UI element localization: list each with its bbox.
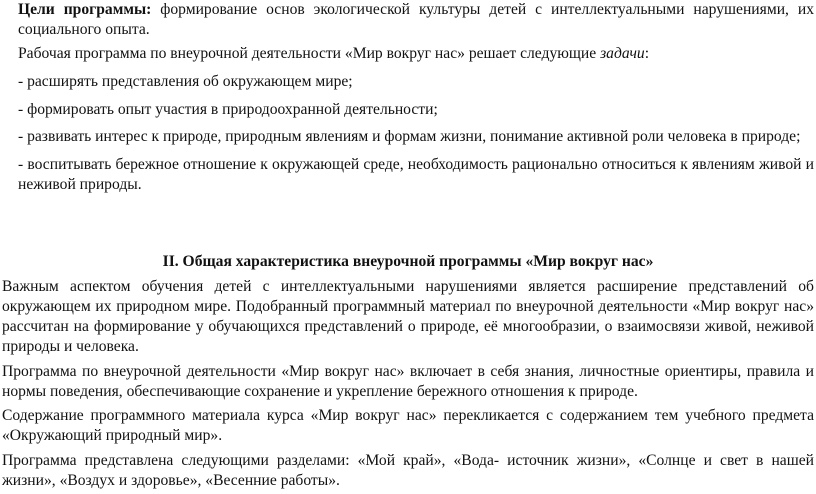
goals-text: формирование основ экологической культуры детей с интеллектуальными нарушениями, их социального опыта.: [18, 1, 814, 38]
goals-paragraph: [18, 0, 814, 40]
body-paragraph: Программа по внеурочной деятельности «Мир вокруг нас» включает в себя знания, личностные ориентиры, правила и нормы поведения, обеспечивающие сохранение и укрепление бережного отношения к природе.: [2, 363, 814, 400]
body-paragraph: Программа представлена следующими разделами: «Мой край», «Вода- источник жизни», «Солнце и свет в нашей жизни», «Воздух и здоровье», «Весенние работы».: [2, 452, 814, 489]
tasks-intro-paragraph: [18, 44, 814, 64]
goals-label: Цели программы:: [18, 1, 152, 18]
body-paragraph: Важным аспектом обучения детей с интеллектуальными нарушениями является расширение представлений об окружающем их природном мире. Подобранный программный материал по внеурочной деятельности «Мир вокруг нас» рассчитан на формирование у обучающихся представлений о природе, её многообразии, о взаимосвязи живой, неживой природы и человека.: [2, 278, 814, 355]
task-item: - формировать опыт участия в природоохранной деятельности;: [18, 101, 438, 118]
tasks-intro-emphasis: задачи: [600, 45, 645, 62]
task-item: - расширять представления об окружающем мире;: [18, 73, 353, 90]
task-item: - развивать интерес к природе, природным явлениям и формам жизни, понимание активной роли человека в природе;: [18, 128, 801, 145]
section-heading: II. Общая характеристика внеурочной программы «Мир вокруг нас»: [162, 253, 654, 270]
body-paragraph: Содержание программного материала курса «Мир вокруг нас» перекликается с содержанием тем учебного предмета «Окружающий природный мир».: [2, 407, 814, 444]
tasks-intro-after: :: [644, 45, 650, 62]
tasks-intro-text: Рабочая программа по внеурочной деятельности «Мир вокруг нас» решает следующие: [18, 45, 601, 62]
task-item: - воспитывать бережное отношение к окружающей среде, необходимость рационально относиться к явлениям живой и неживой природы.: [18, 156, 814, 193]
